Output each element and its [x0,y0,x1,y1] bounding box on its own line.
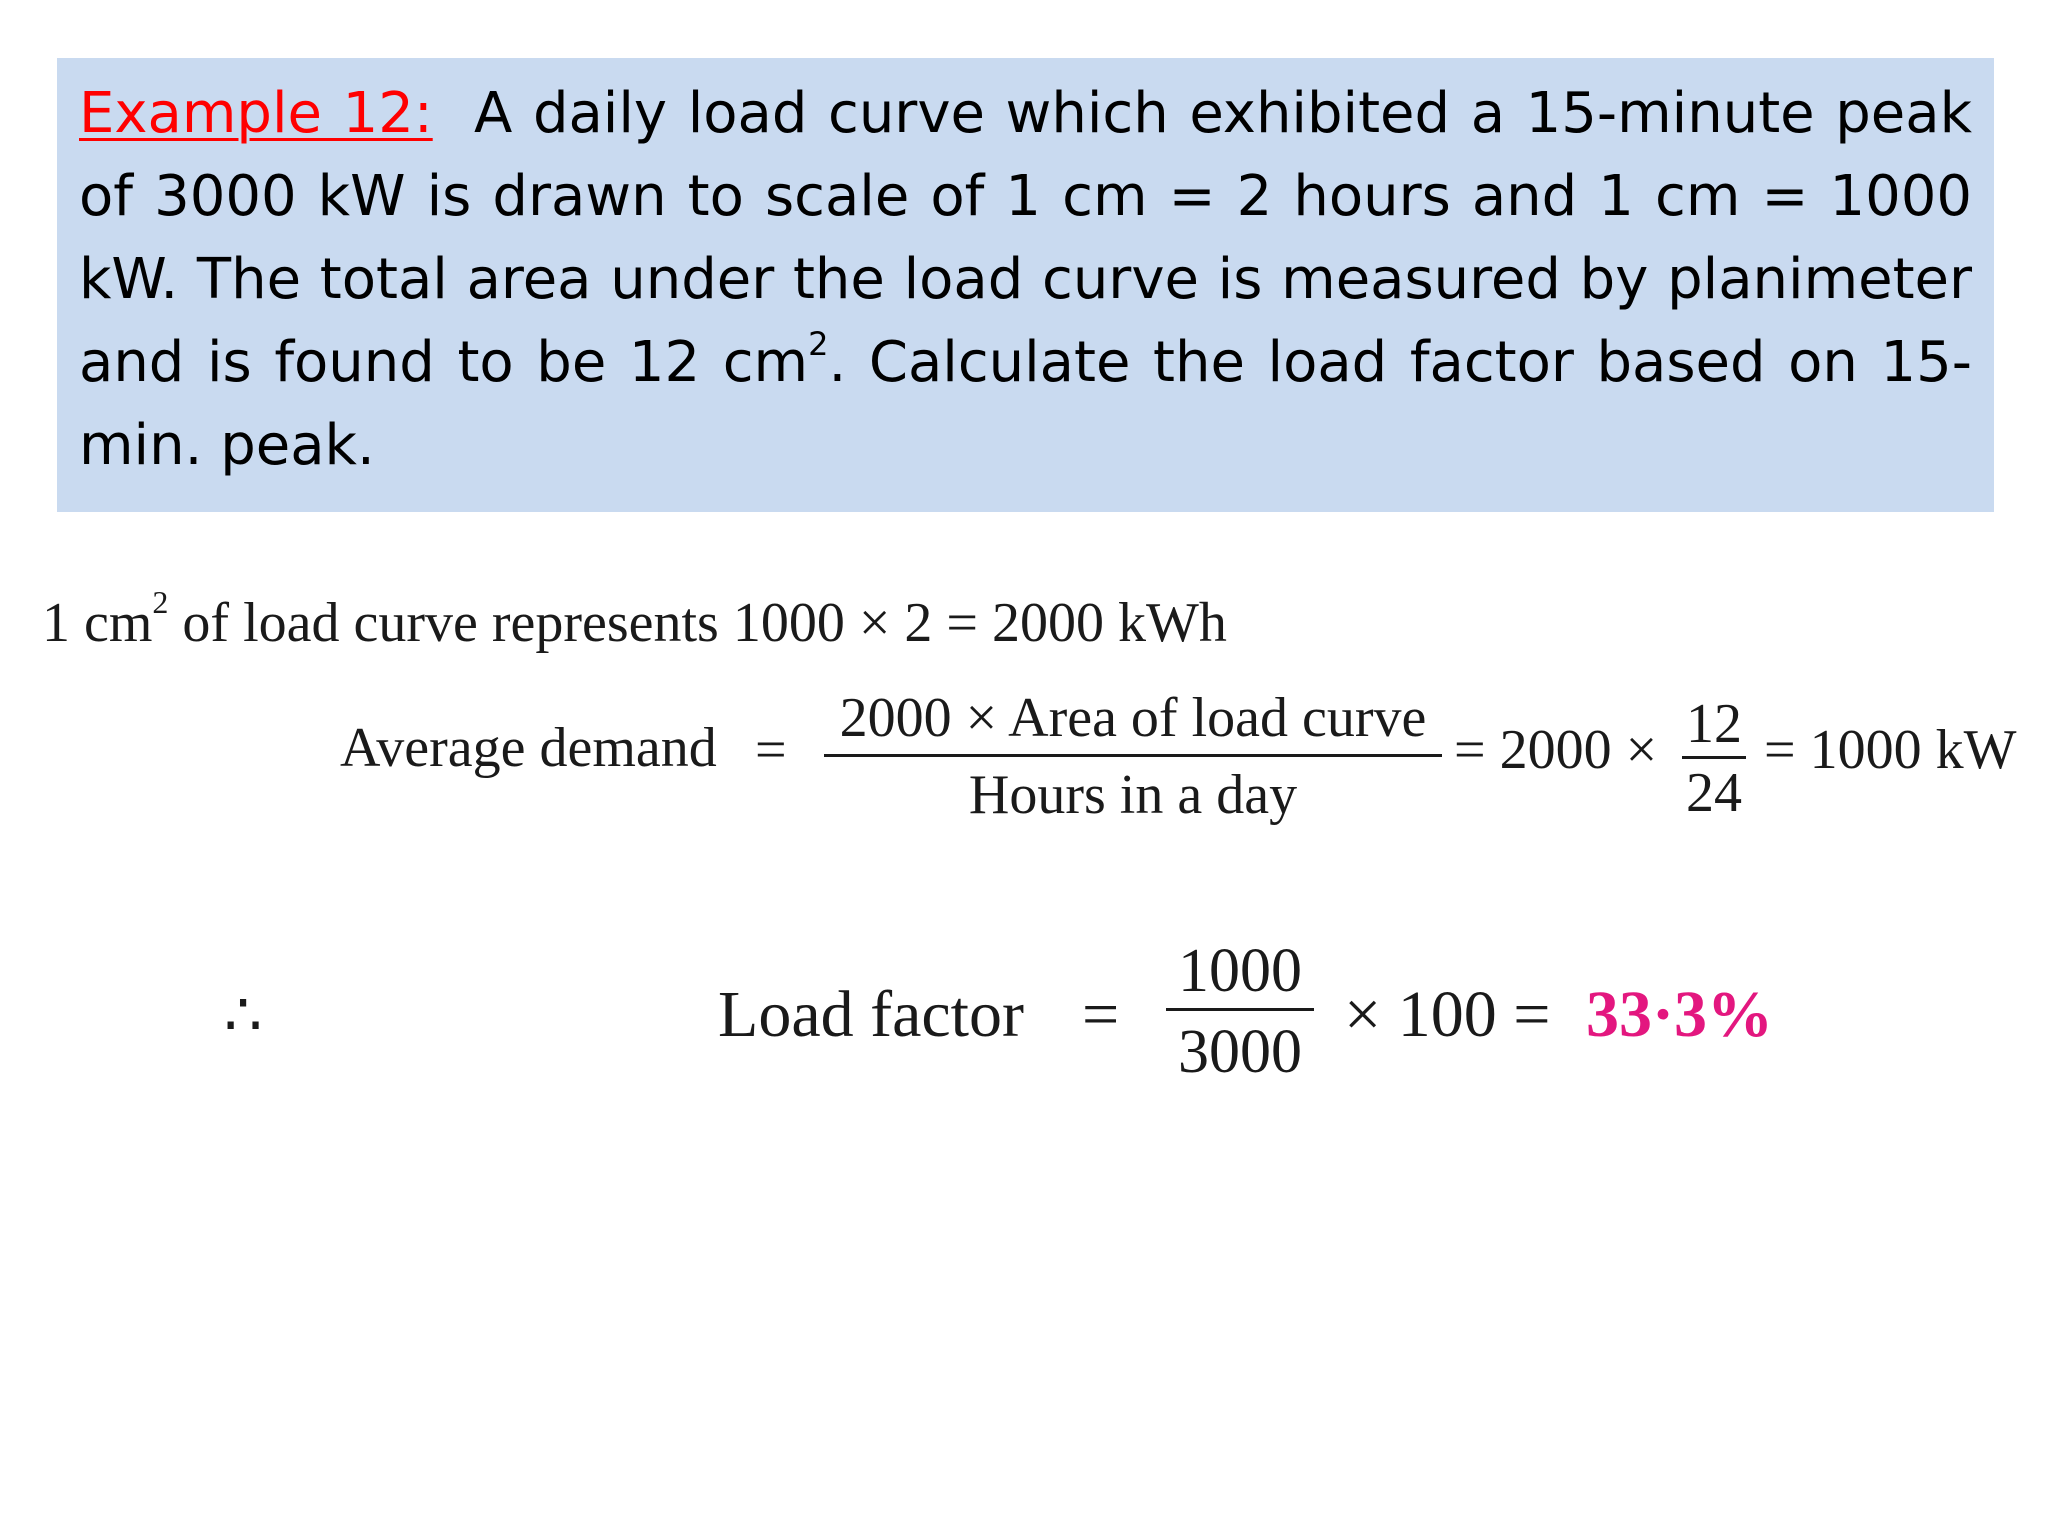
area-unit-prefix: 1 cm [42,592,153,654]
fraction-bar [824,754,1442,757]
fraction-bar [1682,756,1746,759]
problem-text-main: A daily load curve which exhibited a 15-minute peak of 3000 kW is drawn to scale of 1 cm = 2 hours and 1 cm = 1000 kW. The total area under the load curve is measured by planimeter and is found to be 12 cm [79,81,1972,395]
area-energy-text: of load curve represents 1000 × 2 = 2000 kWh [168,592,1227,654]
load-factor-result: 33·3% [1586,978,1774,1051]
problem-statement-box [57,58,1994,512]
average-demand-numerator: 2000 × Area of load curve [839,687,1427,749]
therefore-symbol: ∴ [224,982,263,1048]
average-demand-denominator: Hours in a day [968,764,1298,826]
load-factor-label: Load factor [718,978,1024,1051]
problem-statement [79,72,1972,487]
problem-text-end: . Calculate the load factor based on 15-min. peak. [79,330,1972,478]
average-demand-fraction [824,687,1442,826]
fraction-bar [1166,1008,1314,1011]
average-demand-equals: = [755,719,787,781]
load-factor-denominator: 3000 [1178,1018,1302,1086]
load-factor-fraction [1166,937,1314,1086]
average-demand-result: = 1000 kW [1764,719,2017,781]
hours-fraction-numerator: 12 [1686,693,1742,755]
hours-fraction-denominator: 24 [1686,762,1742,824]
hours-fraction [1682,693,1746,824]
average-demand-substitution: = 2000 × [1454,719,1658,781]
load-factor-multiplier: × 100 = [1344,978,1551,1051]
area-energy-statement [42,584,1227,654]
problem-superscript: 2 [808,325,829,363]
area-unit-superscript: 2 [152,584,169,620]
example-label: Example 12: [79,81,433,146]
load-factor-numerator: 1000 [1178,937,1302,1005]
average-demand-label: Average demand [340,717,717,779]
load-factor-equals: = [1082,978,1120,1051]
